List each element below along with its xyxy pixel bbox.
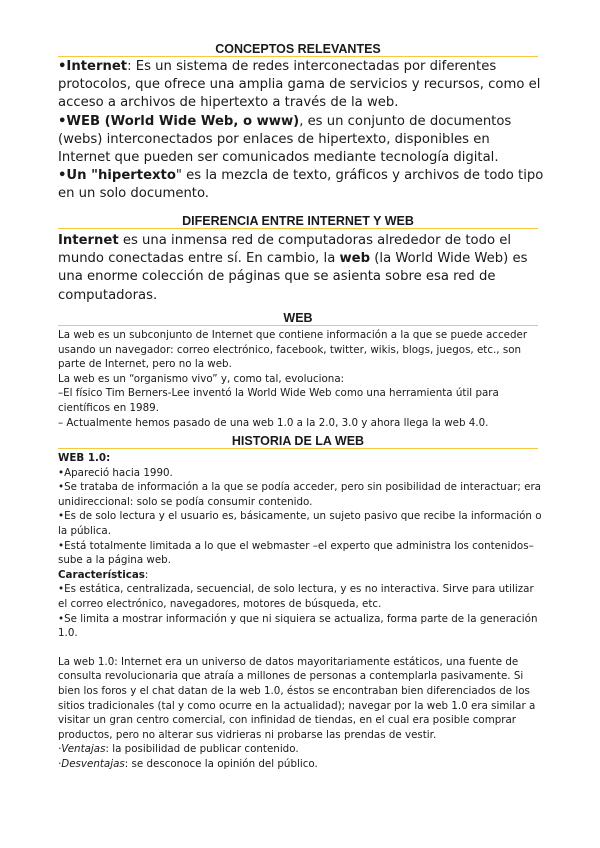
historia-item-3: •Es de solo lectura y el usuario es, básicamente, un sujeto pasivo que recibe la información o la pública.	[58, 510, 542, 537]
historia-body	[58, 451, 544, 771]
historia-item-1: •Apareció hacia 1990.	[58, 466, 173, 479]
caract-item-1: •Es estática, centralizada, secuencial, de solo lectura, y es no interactiva. Sirve para utilizar el correo electrónico, navegadores, motores de búsqueda, etc.	[58, 583, 534, 610]
ventajas	[58, 742, 544, 757]
def-hipertexto: " es la mezcla de texto, gráficos y archivos de todo tipo en un solo documento.	[58, 168, 544, 202]
ventajas-text: : la posibilidad de publicar contenido.	[105, 743, 299, 756]
desventajas-label: ·Desventajas	[58, 757, 125, 770]
historia-item-2: •Se trataba de información a la que se podía acceder, pero sin posibilidad de interactuar; era unidireccional: solo se podía consumir contenido.	[58, 481, 541, 508]
term-hipertexto: hipertexto	[98, 168, 176, 184]
concept-hipertexto	[58, 167, 544, 203]
concept-web	[58, 113, 544, 168]
heading-conceptos: CONCEPTOS RELEVANTES	[58, 42, 538, 57]
term-hiper-pre: •Un "	[58, 168, 98, 184]
historia-subtitle	[58, 451, 544, 466]
conceptos-body	[58, 58, 544, 204]
term-web: •WEB (World Wide Web, o www)	[58, 113, 300, 129]
desventajas	[58, 757, 544, 772]
web-body	[58, 328, 544, 430]
term-web-2: web	[339, 251, 371, 267]
desventajas-text: : se desconoce la opinión del público.	[124, 757, 318, 770]
diferencia-text-1: es una inmensa red de computadoras alrededor de todo el mundo conectadas entre sí. En cambio, la	[58, 233, 512, 267]
spacer	[58, 641, 544, 655]
term-internet: •Internet	[58, 59, 128, 74]
web-line-2: La web es un “organismo vivo” y, como tal, evoluciona:	[58, 372, 345, 385]
term-internet-2: Internet	[58, 233, 119, 248]
caract-item-2: •Se limita a mostrar información y que ni siquiera se actualiza, forma parte de la generación 1.0.	[58, 612, 538, 640]
web-line-3: –El físico Tim Berners-Lee inventó la World Wide Web como una herramienta útil para científicos en 1989.	[58, 387, 499, 414]
concept-internet	[58, 58, 544, 113]
def-web: , es un conjunto de documentos (webs) interconectados por enlaces de hipertexto, disponibles en Internet que pueden ser comunicados mediante tecnología digital.	[58, 113, 512, 166]
heading-web: WEB	[58, 311, 538, 326]
caracteristicas-label: Características	[58, 568, 145, 581]
heading-historia: HISTORIA DE LA WEB	[58, 434, 538, 449]
subtitle-web10: WEB 1.0:	[58, 452, 111, 464]
def-internet: : Es un sistema de redes interconectadas por diferentes protocolos, que ofrece una amplia gama de servicios y recursos, como el acceso a archivos de hipertexto a través de la web.	[58, 59, 541, 111]
web-line-4: – Actualmente hemos pasado de una web 1.0 a la 2.0, 3.0 y ahora llega la web 4.0.	[58, 416, 489, 429]
heading-diferencia: DIFERENCIA ENTRE INTERNET Y WEB	[58, 214, 538, 229]
diferencia-paragraph	[58, 232, 544, 305]
caracteristicas-title	[58, 568, 544, 583]
web-line-1: La web es un subconjunto de Internet que contiene información a la que se puede acceder usando un navegador: correo electrónico, facebook, twitter, wikis, blogs, juegos, etc., son parte de Internet, pero no la web.	[58, 329, 528, 371]
caracteristicas-colon: :	[144, 568, 149, 581]
ventajas-label: ·Ventajas	[58, 743, 106, 756]
web10-paragraph: La web 1.0: Internet era un universo de datos mayoritariamente estáticos, una fuente de consulta revolucionaria que atraía a millones de personas a contemplarla pasivamente. Si bien los foros y el chat datan de la web 1.0, éstos se encontraban bien diferenciados de los sitios tradicionales (tal y como ocurre en la actualidad); navegar por la web 1.0 era similar a visitar un gran centro comercial, con infinidad de tiendas, en el cual era posible comprar productos, pero no alterar sus vidrieras ni probarse las prendas de vestir.	[58, 655, 536, 741]
diferencia-body	[58, 232, 544, 305]
historia-item-4: •Está totalmente limitada a lo que el webmaster –el experto que administra los contenidos– sube a la página web.	[58, 539, 534, 567]
diferencia-text-2: (la World Wide Web) es una enorme colección de páginas que se asienta sobre esa red de computadoras.	[58, 251, 528, 303]
